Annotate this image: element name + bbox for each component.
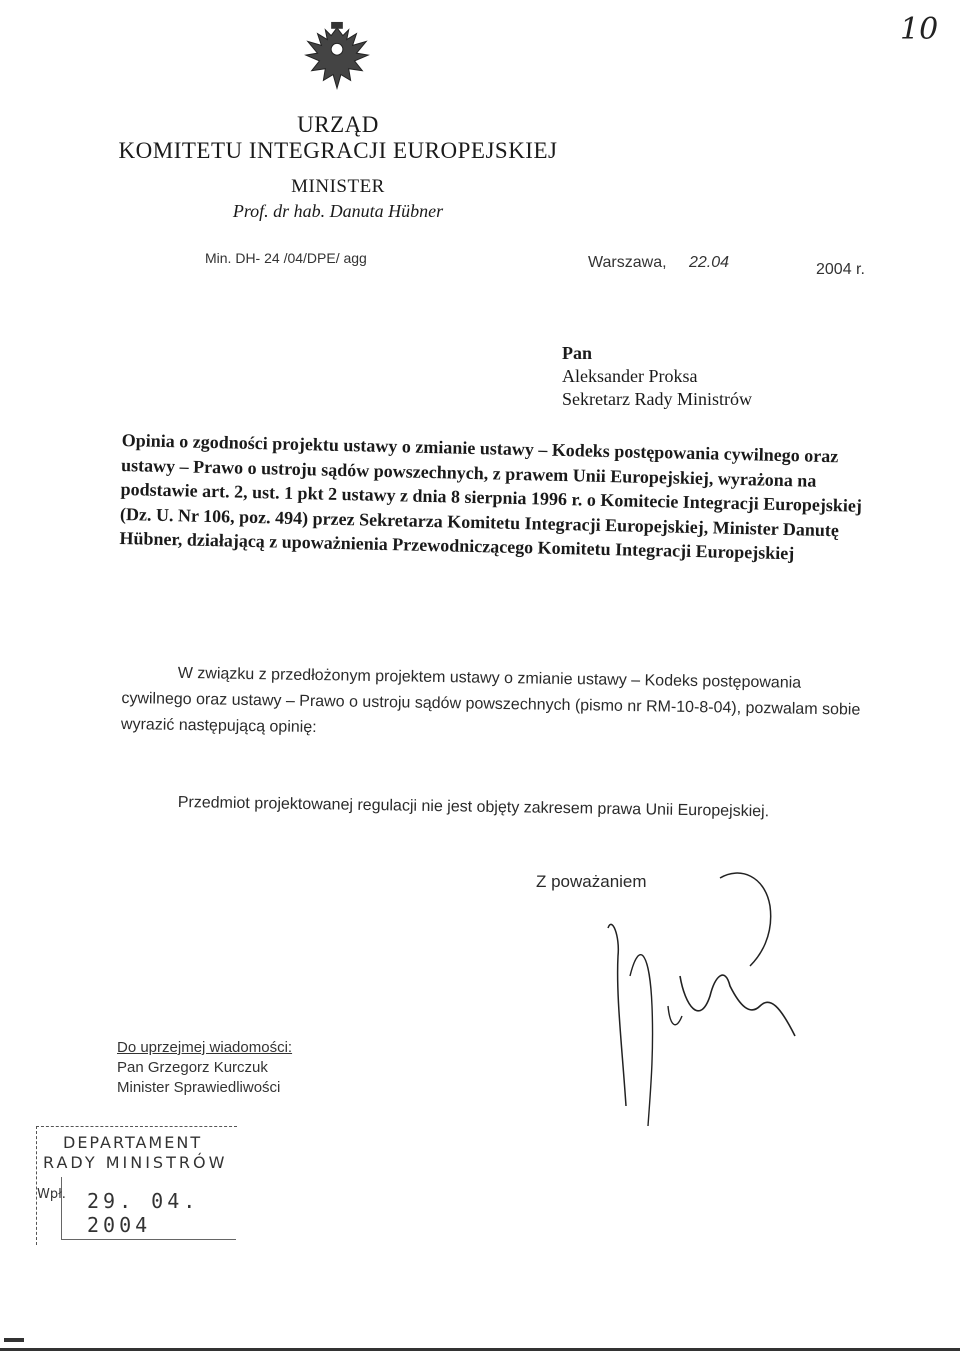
minister-title: MINISTER bbox=[291, 176, 385, 197]
stamp-date: 29. 04. 2004 bbox=[87, 1189, 200, 1237]
recipient-name: Aleksander Proksa bbox=[562, 366, 698, 386]
cc-heading: Do uprzejmej wiadomości: bbox=[117, 1039, 293, 1056]
minister-name: Prof. dr hab. Danuta Hübner bbox=[232, 201, 444, 221]
state-emblem-eagle-icon bbox=[298, 20, 376, 98]
place: Warszawa, bbox=[588, 254, 667, 271]
body-paragraph-1-first-line: W związku z przedłożonym projektem ustawy o zmianie ustawy – Kodeks postępowania bbox=[177, 664, 802, 692]
handwritten-date: 22.04 bbox=[688, 254, 730, 271]
cc-title: Minister Sprawiedliwości bbox=[117, 1079, 281, 1096]
recipient-salutation: Pan bbox=[562, 343, 593, 363]
handwritten-page-number: 10 bbox=[900, 12, 939, 47]
body-paragraph-1 bbox=[121, 660, 872, 750]
reference-number: Min. DH- 24 /04/DPE/ agg bbox=[205, 250, 367, 266]
stamp-council: RADY MINISTRÓW bbox=[43, 1153, 228, 1172]
cc-block bbox=[117, 1038, 292, 1098]
institution-name-line2: KOMITETU INTEGRACJI EUROPEJSKIEJ bbox=[118, 138, 558, 163]
place-date bbox=[588, 254, 729, 272]
scan-artifact bbox=[4, 1338, 24, 1342]
subject-heading: Opinia o zgodności projektu ustawy o zmianie ustawy – Kodeks postępowania cywilnego oraz ustawy – Prawo o ustroju sądów powszechnych, z prawem Unii Europejskiej, wyrażona na podstawie art. 2, ust. 1 pkt 2 ustawy z dnia 8 sierpnia 1996 r. o Komitecie Integracji Europejskiej (Dz. U. Nr 106, poz. 494) przez Sekretarza Komitetu Integracji Europejskiej, Minister Danutę Hübner, działającą z upoważnienia Przewodniczącego Komitetu Integracji Europejskiej bbox=[119, 429, 863, 564]
body-paragraph-1-rest: cywilnego oraz ustawy – Prawo o ustroju sądów powszechnych (pismo nr RM-10-8-04), pozwalam sobie wyrazić następującą opinię: bbox=[120, 689, 861, 737]
recipient-title: Sekretarz Rady Ministrów bbox=[562, 389, 752, 409]
body-paragraph-2: Przedmiot projektowanej regulacji nie jest objęty zakresem prawa Unii Europejskiej. bbox=[177, 793, 770, 821]
year: 2004 r. bbox=[816, 261, 865, 278]
institution-name-line1: URZĄD bbox=[297, 112, 379, 137]
handwritten-signature-icon bbox=[590, 856, 820, 1136]
receipt-stamp bbox=[36, 1126, 237, 1245]
stamp-received-label: Wpł. bbox=[37, 1187, 66, 1202]
closing-salutation: Z poważaniem bbox=[536, 872, 647, 891]
bottom-rule bbox=[0, 1348, 960, 1351]
stamp-department: DEPARTAMENT bbox=[63, 1133, 203, 1152]
cc-name: Pan Grzegorz Kurczuk bbox=[117, 1059, 268, 1076]
